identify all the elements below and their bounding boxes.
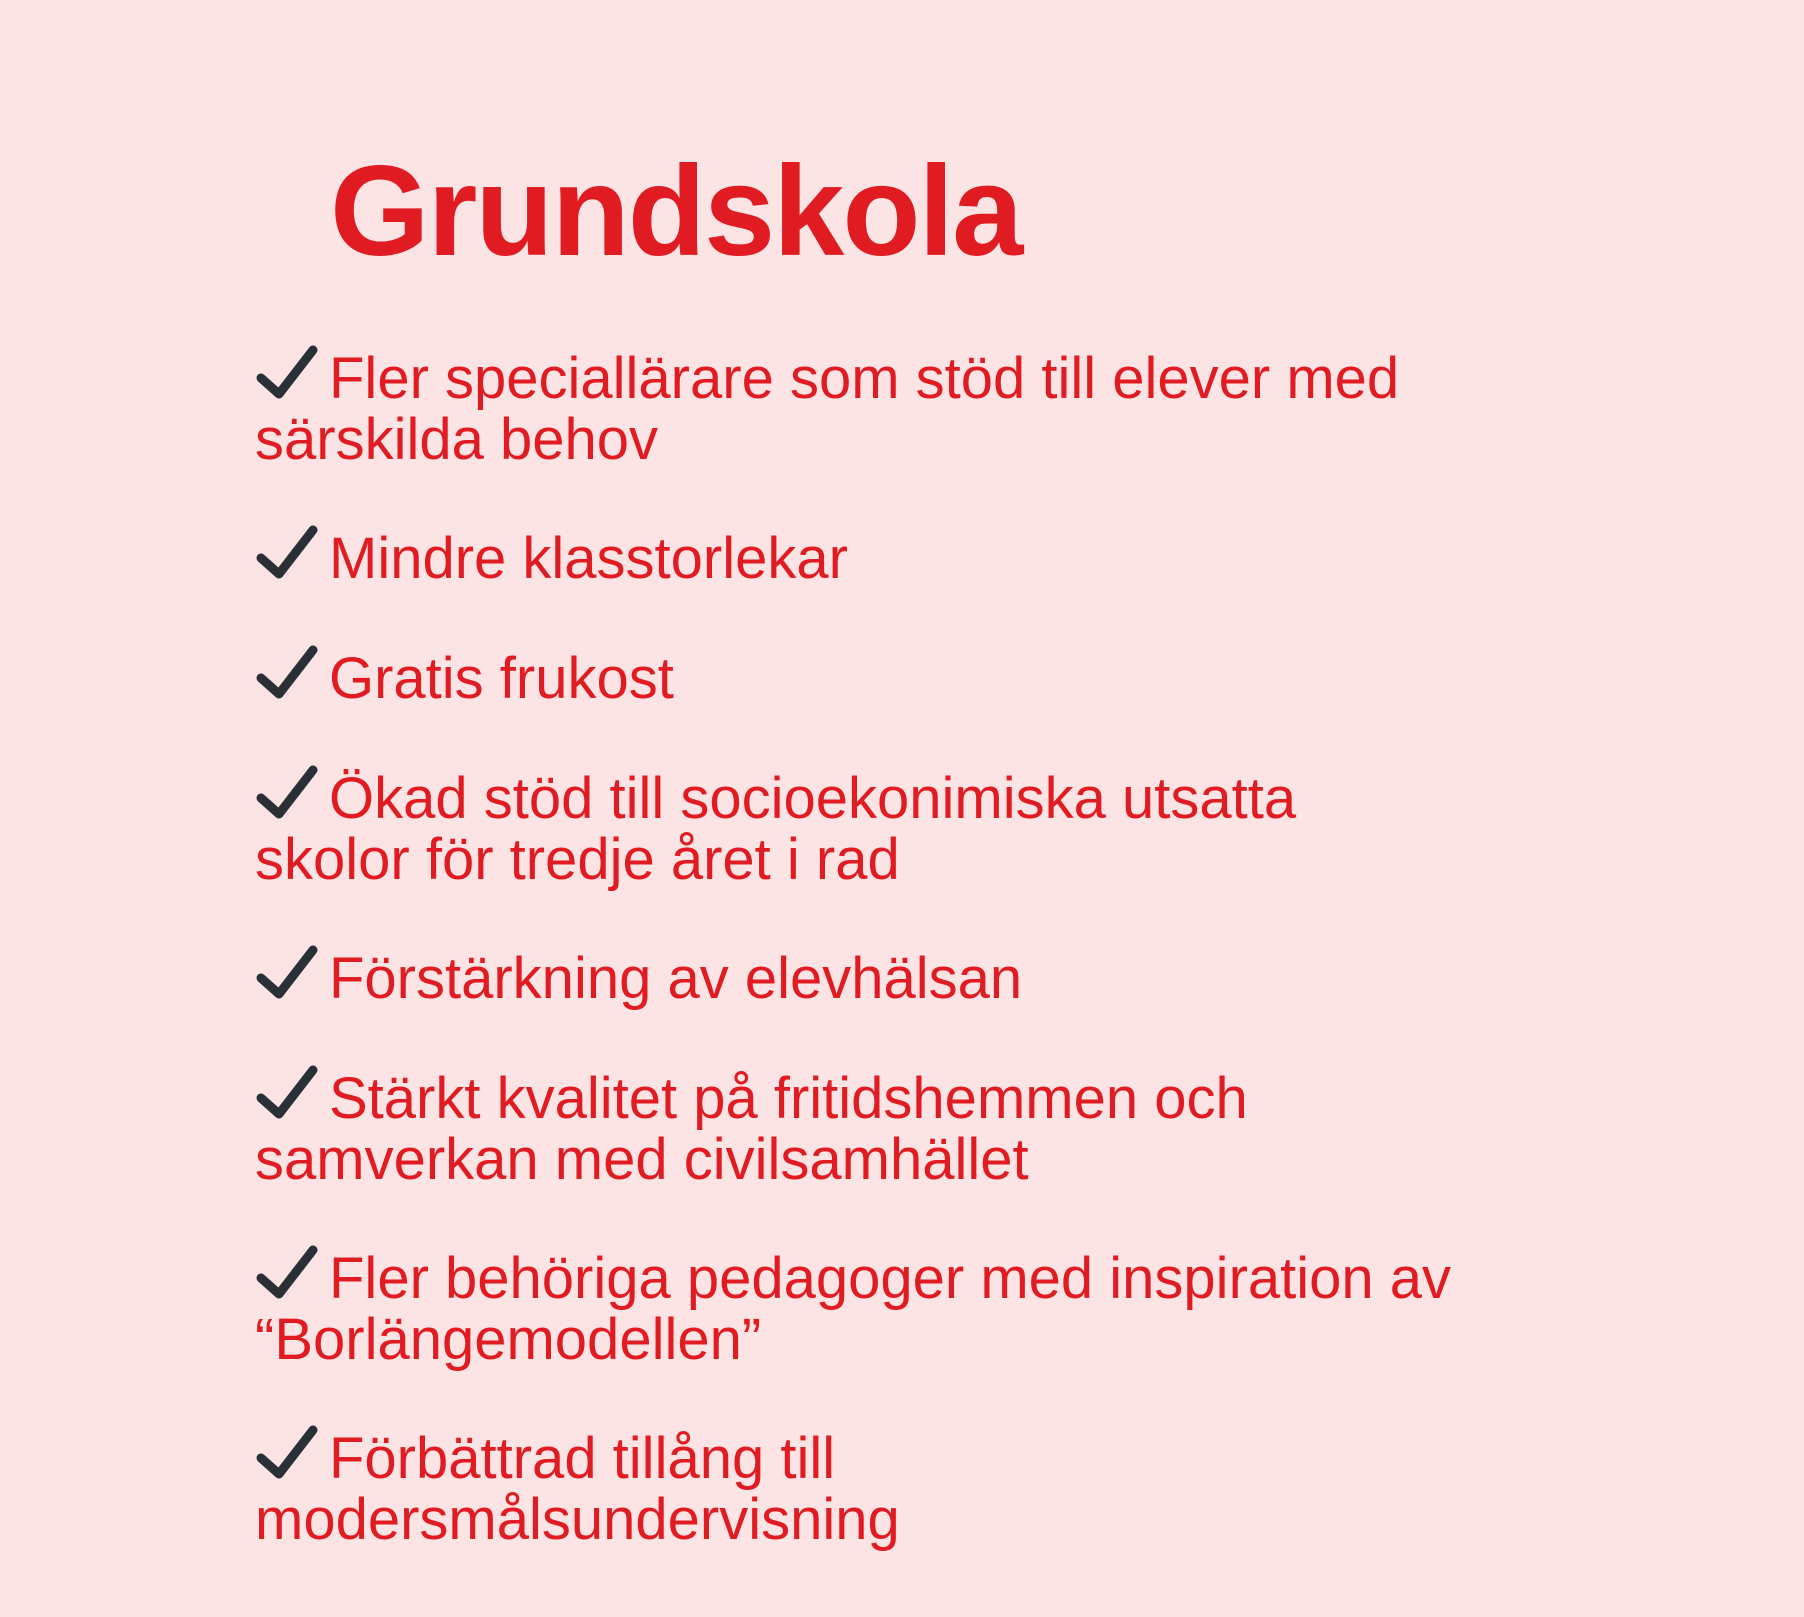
list-item-text: Fler behöriga pedagoger med inspiration av — [329, 1246, 1452, 1311]
checkmark-icon — [255, 1244, 319, 1302]
list-item — [255, 944, 1755, 1009]
checkmark-icon — [255, 1064, 319, 1122]
list-item — [255, 1244, 1755, 1370]
list-item — [255, 344, 1755, 470]
list-item — [255, 1064, 1755, 1190]
list-item-text-continued: modersmålsundervisning — [255, 1487, 900, 1552]
list-item-text: Gratis frukost — [329, 646, 674, 711]
list-item-text-continued: samverkan med civilsamhället — [255, 1127, 1029, 1192]
list-item — [255, 644, 1755, 709]
list-item-text: Ökad stöd till socioekonimiska utsatta — [329, 766, 1297, 831]
checkmark-icon — [255, 524, 319, 582]
list-item-text: Stärkt kvalitet på fritidshemmen och — [329, 1066, 1248, 1131]
list-item — [255, 524, 1755, 589]
checkmark-icon — [255, 944, 319, 1002]
list-item-text: Förbättrad tillång till — [329, 1426, 836, 1491]
page-title: Grundskola — [330, 140, 1022, 283]
checkmark-icon — [255, 764, 319, 822]
list-item — [255, 764, 1755, 890]
list-item — [255, 1424, 1755, 1550]
checkmark-icon — [255, 344, 319, 402]
list-item-text-continued: särskilda behov — [255, 407, 658, 472]
list-item-text: Mindre klasstorlekar — [329, 526, 848, 591]
list-item-text-continued: skolor för tredje året i rad — [255, 827, 900, 892]
checkmark-icon — [255, 644, 319, 702]
checkmark-icon — [255, 1424, 319, 1482]
list-item-text: Fler speciallärare som stöd till elever med — [329, 346, 1400, 411]
list-item-text-continued: “Borlängemodellen” — [255, 1307, 762, 1372]
list-item-text: Förstärkning av elevhälsan — [329, 946, 1023, 1011]
